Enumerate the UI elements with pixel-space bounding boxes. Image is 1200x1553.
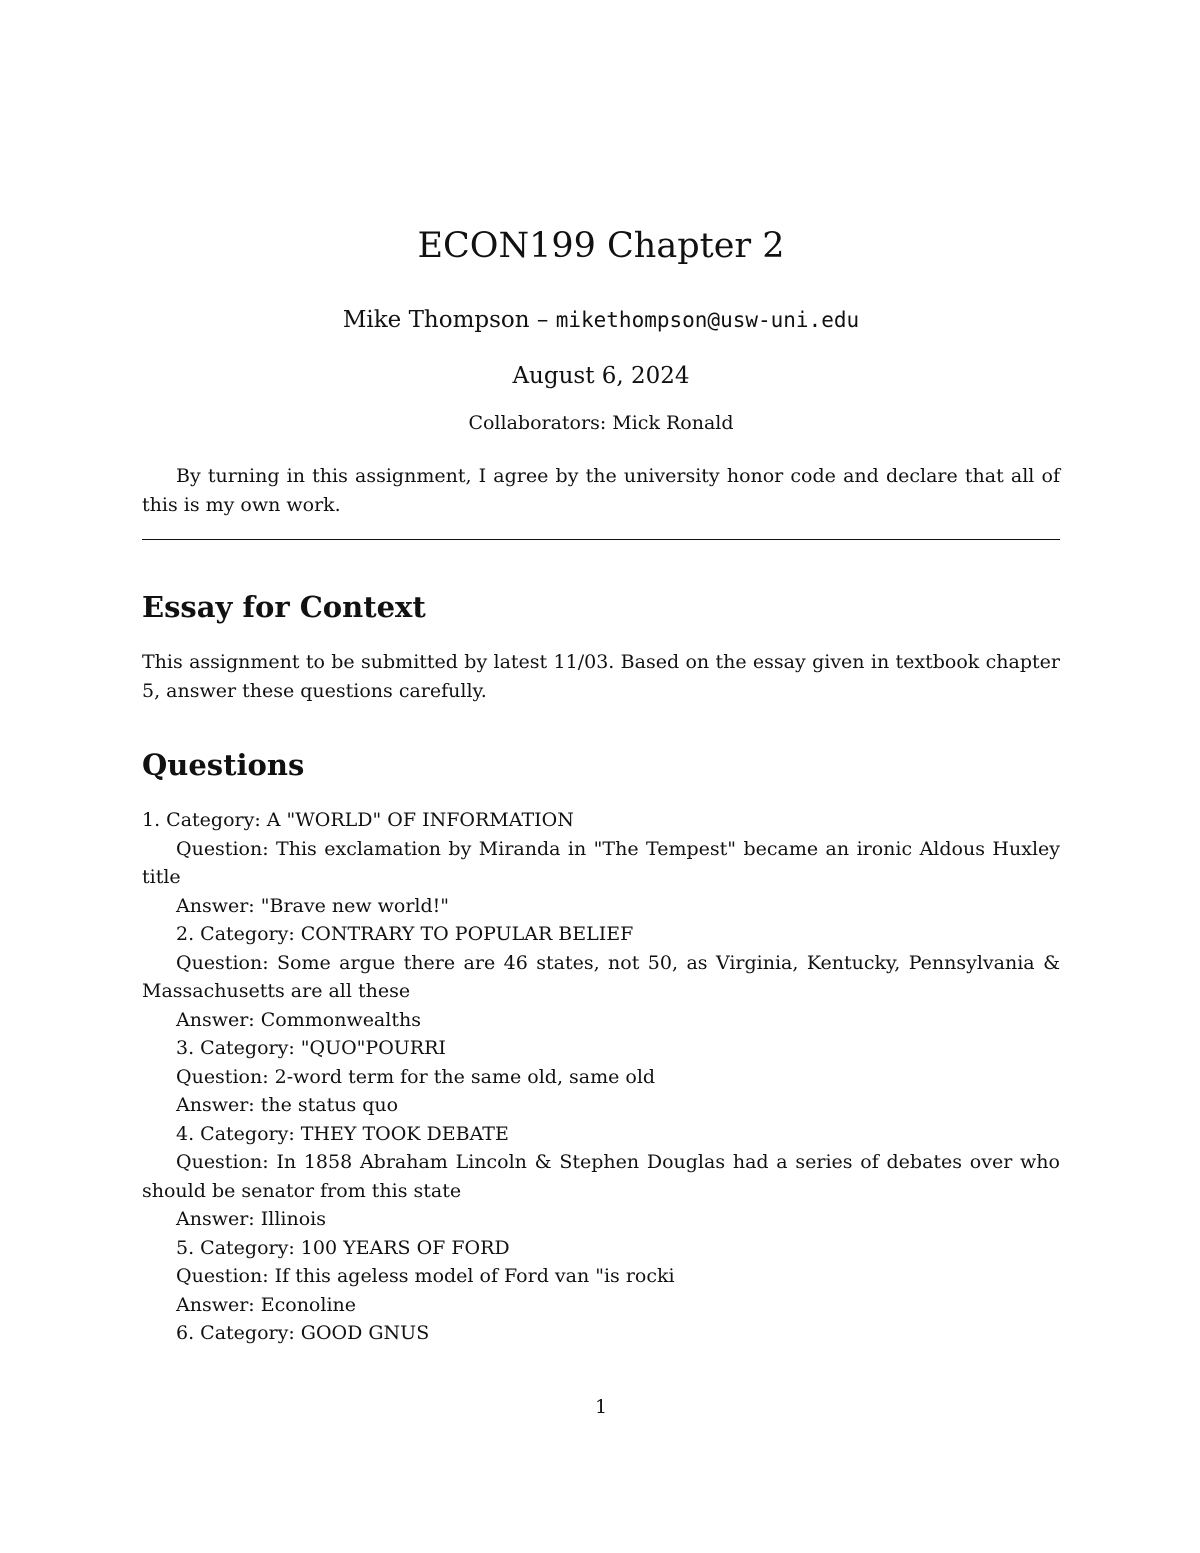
question-line: Answer: Illinois bbox=[176, 1208, 326, 1230]
page-number: 1 bbox=[594, 1396, 608, 1418]
question-line: Question: Some argue there are 46 states, not 50, as Virginia, Kentucky, Pennsylvania & Massachusetts are all these bbox=[142, 951, 1060, 1002]
honor-statement: By turning in this assignment, I agree by the university honor code and declare that all of this is my own work. bbox=[142, 465, 1060, 516]
question-line: Question: 2-word term for the same old, same old bbox=[176, 1065, 656, 1088]
author-separator: – bbox=[529, 307, 556, 333]
essay-heading: Essay for Context bbox=[142, 590, 426, 624]
question-line: Question: If this ageless model of Ford van "is rocki bbox=[176, 1265, 675, 1287]
question-line: Question: In 1858 Abraham Lincoln & Stephen Douglas had a series of debates over who should be senator from this state bbox=[142, 1151, 1060, 1202]
author-email: mikethompson@usw-uni.edu bbox=[555, 308, 860, 332]
essay-paragraph: This assignment to be submitted by latest 11/03. Based on the essay given in textbook chapter 5, answer these questions carefully. bbox=[142, 651, 1060, 702]
document-title: ECON199 Chapter 2 bbox=[417, 226, 785, 266]
question-line: 3. Category: "QUO"POURRI bbox=[176, 1037, 446, 1059]
question-line: 1. Category: A "WORLD" OF INFORMATION bbox=[142, 809, 574, 831]
question-line: Answer: Commonwealths bbox=[176, 1008, 421, 1031]
author-name: Mike Thompson bbox=[342, 307, 530, 333]
collaborators-line: Collaborators: Mick Ronald bbox=[468, 412, 734, 434]
horizontal-divider bbox=[142, 539, 1060, 540]
question-line: 6. Category: GOOD GNUS bbox=[176, 1322, 430, 1344]
question-line: 2. Category: CONTRARY TO POPULAR BELIEF bbox=[176, 923, 634, 945]
questions-list bbox=[142, 806, 1060, 1348]
question-line: 5. Category: 100 YEARS OF FORD bbox=[176, 1236, 510, 1259]
document-date: August 6, 2024 bbox=[512, 363, 690, 389]
document-page bbox=[142, 0, 1060, 1553]
question-line: Answer: "Brave new world!" bbox=[176, 894, 450, 917]
question-line: 4. Category: THEY TOOK DEBATE bbox=[176, 1122, 509, 1145]
questions-heading: Questions bbox=[142, 748, 305, 782]
author-line bbox=[142, 304, 1060, 336]
question-line: Question: This exclamation by Miranda in "The Tempest" became an ironic Aldous Huxley title bbox=[142, 837, 1060, 888]
question-line: Answer: Econoline bbox=[176, 1293, 356, 1316]
question-line: Answer: the status quo bbox=[176, 1094, 399, 1116]
